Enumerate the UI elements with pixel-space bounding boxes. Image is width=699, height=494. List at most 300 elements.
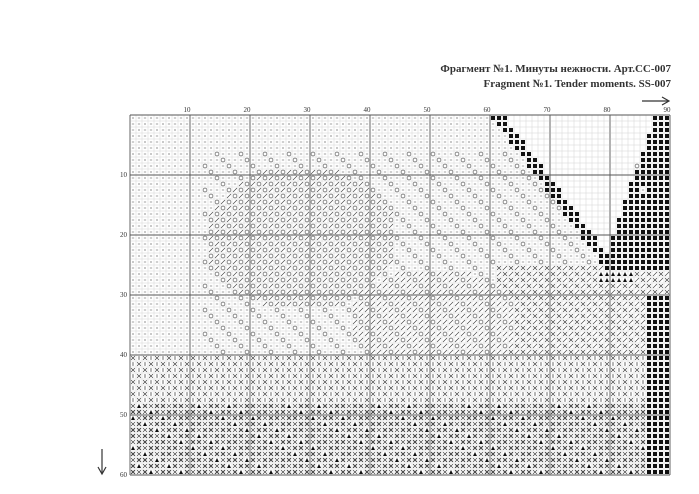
stitch-cell	[275, 164, 279, 168]
stitch-cell	[647, 368, 651, 372]
stitch-cell	[347, 266, 351, 270]
stitch-cell	[503, 278, 507, 282]
stitch-cell	[557, 344, 561, 348]
stitch-cell	[515, 140, 519, 144]
stitch-cell	[269, 260, 273, 264]
stitch-cell	[269, 302, 273, 306]
stitch-cell	[347, 194, 351, 198]
stitch-cell	[227, 332, 231, 336]
stitch-cell	[281, 278, 285, 282]
stitch-cell	[305, 194, 309, 198]
stitch-cell	[569, 290, 573, 294]
stitch-cell	[138, 273, 139, 274]
stitch-cell	[479, 152, 483, 156]
stitch-cell	[197, 458, 201, 462]
stitch-cell	[581, 458, 585, 462]
stitch-cell	[180, 195, 181, 196]
stitch-cell	[419, 440, 423, 444]
stitch-cell	[317, 386, 321, 390]
stitch-cell	[521, 194, 525, 198]
stitch-cell	[156, 201, 157, 202]
stitch-cell	[629, 218, 633, 222]
stitch-cell	[599, 326, 603, 330]
stitch-cell	[221, 458, 225, 462]
stitch-cell	[575, 350, 579, 354]
stitch-cell	[419, 356, 423, 360]
stitch-cell	[239, 242, 243, 246]
stitch-cell	[629, 242, 633, 246]
stitch-cell	[198, 303, 199, 304]
stitch-cell	[383, 296, 387, 300]
stitch-cell	[539, 356, 543, 360]
stitch-cell	[521, 302, 525, 306]
stitch-cell	[419, 308, 423, 312]
stitch-cell	[359, 338, 363, 342]
stitch-cell	[635, 338, 639, 342]
stitch-cell	[149, 428, 153, 432]
stitch-cell	[635, 428, 639, 432]
stitch-cell	[545, 266, 549, 270]
stitch-cell	[383, 458, 387, 462]
stitch-cell	[179, 410, 183, 414]
stitch-cell	[209, 338, 213, 342]
stitch-cell	[311, 290, 315, 294]
stitch-cell	[449, 404, 453, 408]
stitch-cell	[641, 266, 645, 270]
stitch-cell	[317, 176, 321, 180]
stitch-cell	[233, 170, 237, 174]
stitch-cell	[209, 446, 213, 450]
stitch-cell	[521, 272, 525, 276]
stitch-cell	[575, 338, 579, 342]
stitch-cell	[257, 284, 261, 288]
stitch-cell	[150, 297, 151, 298]
stitch-cell	[431, 446, 435, 450]
stitch-cell	[635, 254, 639, 258]
stitch-cell	[623, 350, 627, 354]
stitch-cell	[347, 260, 351, 264]
stitch-cell	[185, 404, 189, 408]
stitch-cell	[335, 422, 339, 426]
stitch-cell	[287, 296, 291, 300]
stitch-cell	[419, 380, 423, 384]
stitch-cell	[281, 458, 285, 462]
stitch-cell	[653, 152, 657, 156]
stitch-cell	[222, 117, 223, 118]
stitch-cell	[593, 278, 597, 282]
stitch-cell	[623, 260, 627, 264]
stitch-cell	[203, 410, 207, 414]
stitch-cell	[323, 248, 327, 252]
stitch-cell	[599, 350, 603, 354]
stitch-cell	[605, 278, 609, 282]
stitch-cell	[413, 398, 417, 402]
stitch-cell	[180, 231, 181, 232]
stitch-cell	[233, 218, 237, 222]
stitch-cell	[527, 428, 531, 432]
stitch-cell	[287, 290, 291, 294]
stitch-cell	[227, 404, 231, 408]
stitch-cell	[575, 308, 579, 312]
stitch-cell	[239, 236, 243, 240]
stitch-cell	[359, 440, 363, 444]
stitch-cell	[251, 212, 255, 216]
stitch-cell	[377, 410, 381, 414]
stitch-cell	[143, 380, 147, 384]
stitch-cell	[659, 278, 663, 282]
stitch-cell	[581, 272, 585, 276]
stitch-cell	[575, 380, 579, 384]
stitch-cell	[659, 218, 663, 222]
stitch-cell	[533, 440, 537, 444]
stitch-cell	[486, 123, 487, 124]
stitch-cell	[383, 272, 387, 276]
stitch-cell	[251, 422, 255, 426]
stitch-cell	[365, 446, 369, 450]
stitch-cell	[659, 434, 663, 438]
stitch-cell	[449, 446, 453, 450]
stitch-cell	[413, 272, 417, 276]
stitch-cell	[257, 428, 261, 432]
stitch-cell	[209, 386, 213, 390]
stitch-cell	[653, 188, 657, 192]
stitch-cell	[431, 404, 435, 408]
stitch-cell	[144, 195, 145, 196]
stitch-cell	[197, 416, 201, 420]
stitch-cell	[251, 296, 255, 300]
stitch-cell	[449, 422, 453, 426]
stitch-cell	[335, 254, 339, 258]
stitch-cell	[341, 302, 345, 306]
stitch-cell	[137, 458, 141, 462]
stitch-cell	[587, 404, 591, 408]
stitch-cell	[179, 422, 183, 426]
stitch-cell	[305, 182, 309, 186]
stitch-cell	[377, 224, 381, 228]
stitch-cell	[456, 117, 457, 118]
stitch-cell	[659, 344, 663, 348]
stitch-cell	[197, 434, 201, 438]
stitch-cell	[317, 242, 321, 246]
stitch-cell	[227, 440, 231, 444]
stitch-cell	[635, 350, 639, 354]
stitch-cell	[257, 386, 261, 390]
stitch-cell	[257, 236, 261, 240]
stitch-cell	[269, 446, 273, 450]
stitch-cell	[251, 452, 255, 456]
stitch-cell	[150, 207, 151, 208]
stitch-cell	[419, 284, 423, 288]
stitch-cell	[653, 410, 657, 414]
stitch-cell	[221, 272, 225, 276]
stitch-cell	[227, 464, 231, 468]
stitch-cell	[341, 464, 345, 468]
stitch-cell	[497, 386, 501, 390]
stitch-cell	[209, 290, 213, 294]
stitch-cell	[509, 140, 513, 144]
stitch-cell	[353, 332, 357, 336]
stitch-cell	[581, 350, 585, 354]
stitch-cell	[473, 170, 477, 174]
stitch-cell	[635, 188, 639, 192]
stitch-cell	[659, 236, 663, 240]
stitch-cell	[137, 410, 141, 414]
stitch-cell	[371, 266, 375, 270]
stitch-cell	[437, 398, 441, 402]
stitch-cell	[395, 458, 399, 462]
stitch-cell	[269, 224, 273, 228]
stitch-cell	[395, 326, 399, 330]
stitch-cell	[251, 284, 255, 288]
stitch-cell	[647, 308, 651, 312]
stitch-cell	[377, 428, 381, 432]
stitch-cell	[383, 206, 387, 210]
stitch-cell	[192, 309, 193, 310]
stitch-cell	[174, 147, 175, 148]
stitch-cell	[293, 458, 297, 462]
stitch-cell	[485, 386, 489, 390]
stitch-cell	[329, 314, 333, 318]
stitch-cell	[377, 404, 381, 408]
stitch-cell	[233, 248, 237, 252]
stitch-cell	[401, 458, 405, 462]
stitch-cell	[437, 326, 441, 330]
stitch-cell	[533, 320, 537, 324]
stitch-cell	[611, 410, 615, 414]
stitch-cell	[395, 434, 399, 438]
stitch-cell	[449, 416, 453, 420]
stitch-cell	[161, 464, 165, 468]
stitch-cell	[533, 230, 537, 234]
stitch-cell	[311, 224, 315, 228]
stitch-cell	[341, 176, 345, 180]
stitch-cell	[329, 404, 333, 408]
stitch-cell	[665, 320, 669, 324]
stitch-cell	[197, 428, 201, 432]
stitch-cell	[461, 416, 465, 420]
stitch-cell	[665, 200, 669, 204]
stitch-cell	[629, 374, 633, 378]
stitch-cell	[197, 374, 201, 378]
stitch-cell	[251, 332, 255, 336]
stitch-cell	[257, 266, 261, 270]
stitch-cell	[479, 368, 483, 372]
stitch-cell	[401, 266, 405, 270]
stitch-cell	[623, 314, 627, 318]
stitch-cell	[299, 296, 303, 300]
stitch-cell	[257, 230, 261, 234]
stitch-cell	[629, 254, 633, 258]
stitch-cell	[425, 302, 429, 306]
stitch-cell	[527, 164, 531, 168]
stitch-cell	[233, 452, 237, 456]
stitch-cell	[227, 266, 231, 270]
stitch-cell	[485, 230, 489, 234]
stitch-cell	[557, 422, 561, 426]
stitch-cell	[431, 308, 435, 312]
stitch-cell	[299, 194, 303, 198]
stitch-cell	[521, 422, 525, 426]
stitch-cell	[263, 446, 267, 450]
stitch-cell	[551, 350, 555, 354]
stitch-cell	[533, 158, 537, 162]
stitch-cell	[227, 188, 231, 192]
stitch-cell	[227, 248, 231, 252]
stitch-cell	[575, 314, 579, 318]
stitch-cell	[635, 272, 639, 276]
stitch-cell	[581, 386, 585, 390]
stitch-cell	[647, 230, 651, 234]
stitch-cell	[569, 416, 573, 420]
stitch-cell	[317, 302, 321, 306]
stitch-cell	[455, 356, 459, 360]
stitch-cell	[617, 332, 621, 336]
stitch-cell	[251, 230, 255, 234]
stitch-cell	[515, 422, 519, 426]
stitch-cell	[617, 398, 621, 402]
stitch-cell	[275, 278, 279, 282]
stitch-cell	[191, 440, 195, 444]
stitch-cell	[383, 350, 387, 354]
stitch-cell	[263, 182, 267, 186]
stitch-cell	[299, 272, 303, 276]
stitch-cell	[294, 117, 295, 118]
stitch-cell	[431, 224, 435, 228]
stitch-cell	[239, 194, 243, 198]
stitch-cell	[653, 380, 657, 384]
stitch-cell	[563, 272, 567, 276]
stitch-cell	[527, 266, 531, 270]
stitch-cell	[641, 224, 645, 228]
stitch-cell	[317, 266, 321, 270]
stitch-cell	[269, 404, 273, 408]
stitch-cell	[455, 446, 459, 450]
stitch-cell	[191, 416, 195, 420]
stitch-cell	[311, 254, 315, 258]
stitch-cell	[659, 410, 663, 414]
stitch-cell	[473, 266, 477, 270]
stitch-cell	[629, 212, 633, 216]
stitch-cell	[473, 314, 477, 318]
stitch-cell	[389, 314, 393, 318]
stitch-cell	[467, 260, 471, 264]
stitch-cell	[353, 428, 357, 432]
stitch-cell	[389, 422, 393, 426]
stitch-cell	[659, 296, 663, 300]
stitch-cell	[174, 183, 175, 184]
stitch-cell	[150, 117, 151, 118]
stitch-cell	[653, 308, 657, 312]
stitch-cell	[521, 374, 525, 378]
stitch-cell	[299, 308, 303, 312]
stitch-cell	[221, 200, 225, 204]
stitch-cell	[192, 183, 193, 184]
stitch-cell	[653, 116, 657, 120]
stitch-cell	[665, 122, 669, 126]
stitch-cell	[653, 296, 657, 300]
stitch-cell	[641, 332, 645, 336]
stitch-cell	[185, 362, 189, 366]
stitch-cell	[257, 212, 261, 216]
stitch-cell	[563, 332, 567, 336]
stitch-cell	[641, 410, 645, 414]
stitch-cell	[503, 416, 507, 420]
stitch-cell	[263, 254, 267, 258]
stitch-cell	[497, 344, 501, 348]
stitch-cell	[611, 326, 615, 330]
stitch-cell	[341, 440, 345, 444]
stitch-cell	[593, 344, 597, 348]
stitch-cell	[623, 230, 627, 234]
stitch-cell	[647, 200, 651, 204]
stitch-cell	[389, 452, 393, 456]
stitch-cell	[659, 194, 663, 198]
stitch-cell	[131, 392, 135, 396]
stitch-cell	[593, 386, 597, 390]
stitch-cell	[455, 434, 459, 438]
stitch-cell	[395, 380, 399, 384]
stitch-cell	[593, 404, 597, 408]
stitch-cell	[203, 404, 207, 408]
stitch-cell	[371, 284, 375, 288]
stitch-cell	[545, 404, 549, 408]
stitch-cell	[557, 404, 561, 408]
stitch-cell	[263, 458, 267, 462]
stitch-cell	[324, 123, 325, 124]
stitch-cell	[509, 440, 513, 444]
stitch-cell	[383, 422, 387, 426]
stitch-cell	[407, 410, 411, 414]
stitch-cell	[168, 207, 169, 208]
stitch-cell	[437, 308, 441, 312]
stitch-cell	[605, 422, 609, 426]
stitch-cell	[659, 254, 663, 258]
stitch-cell	[198, 321, 199, 322]
stitch-cell	[245, 248, 249, 252]
stitch-cell	[497, 284, 501, 288]
stitch-cell	[257, 362, 261, 366]
stitch-cell	[269, 278, 273, 282]
stitch-cell	[155, 440, 159, 444]
stitch-cell	[377, 362, 381, 366]
stitch-cell	[359, 224, 363, 228]
stitch-cell	[389, 278, 393, 282]
stitch-cell	[413, 326, 417, 330]
stitch-cell	[245, 452, 249, 456]
stitch-cell	[491, 314, 495, 318]
stitch-cell	[545, 338, 549, 342]
stitch-cell	[185, 386, 189, 390]
stitch-cell	[191, 404, 195, 408]
stitch-cell	[293, 158, 297, 162]
stitch-cell	[311, 218, 315, 222]
stitch-cell	[383, 302, 387, 306]
stitch-cell	[527, 416, 531, 420]
stitch-cell	[641, 248, 645, 252]
stitch-cell	[509, 182, 513, 186]
stitch-cell	[467, 326, 471, 330]
stitch-cell	[365, 434, 369, 438]
stitch-cell	[605, 326, 609, 330]
stitch-cell	[407, 338, 411, 342]
stitch-cell	[311, 434, 315, 438]
stitch-cell	[641, 308, 645, 312]
stitch-cell	[185, 446, 189, 450]
stitch-cell	[443, 356, 447, 360]
stitch-cell	[527, 308, 531, 312]
stitch-cell	[599, 440, 603, 444]
stitch-cell	[299, 380, 303, 384]
